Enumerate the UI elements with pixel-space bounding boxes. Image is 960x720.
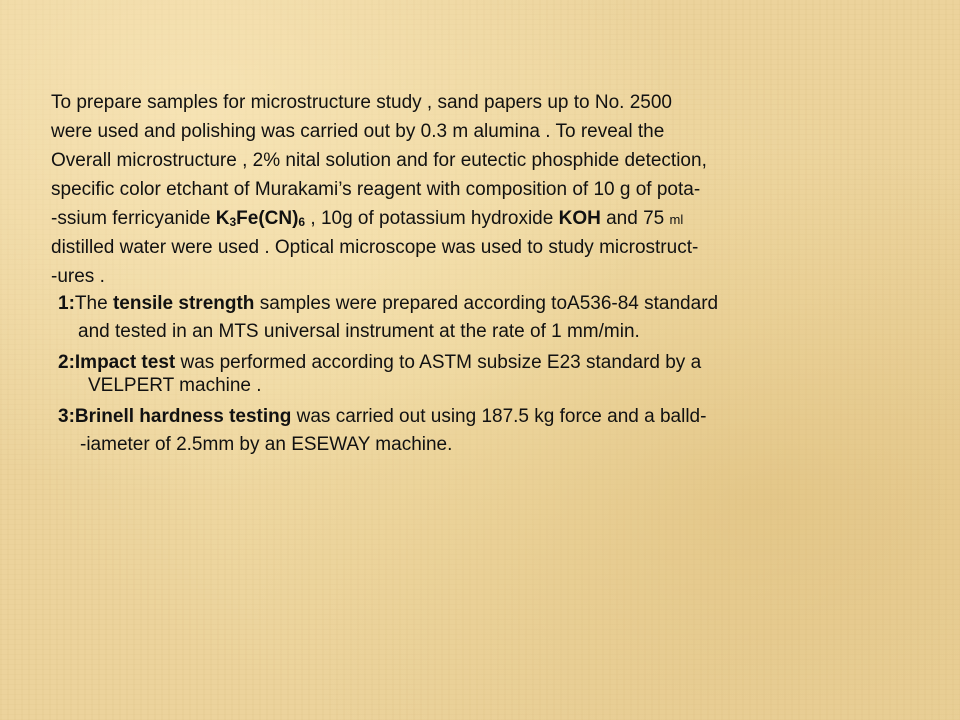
unit-ml: ml — [669, 212, 684, 227]
item-text: was carried out using 187.5 kg force and a balld- — [291, 406, 707, 427]
item-text: samples were prepared according toA536-84 standard — [254, 293, 719, 314]
item-number: 1: — [58, 293, 75, 314]
chemical-formula — [216, 208, 305, 229]
intro-line-5-pre: -ssium ferricyanide — [51, 208, 216, 229]
test-item-hardness — [58, 403, 706, 459]
item-continuation: and tested in an MTS universal instrument at the rate of 1 mm/min. — [78, 321, 640, 342]
intro-line-5 — [51, 204, 891, 233]
koh-formula: KOH — [558, 208, 601, 229]
formula-k: K — [215, 208, 230, 229]
item-continuation: -iameter of 2.5mm by an ESEWAY machine. — [80, 434, 453, 455]
item-lead: The — [74, 293, 113, 314]
formula-fecn: Fe(CN) — [236, 208, 299, 229]
item-title: Brinell hardness testing — [74, 406, 292, 427]
item-title: tensile strength — [112, 293, 255, 314]
intro-line-4: specific color etchant of Murakami’s reagent with composition of 10 g of pota- — [51, 179, 701, 200]
item-number: 3: — [58, 406, 75, 427]
item-text: was performed according to ASTM subsize E23 standard by a — [175, 352, 702, 373]
intro-line-7: -ures . — [51, 266, 105, 287]
intro-line-2: were used and polishing was carried out by 0.3 m alumina . To reveal the — [51, 121, 665, 142]
formula-k-subscript: 3 — [229, 215, 237, 229]
intro-paragraph — [51, 88, 891, 291]
intro-line-5-post2: and 75 — [600, 208, 670, 229]
intro-line-6: distilled water were used . Optical microscope was used to study microstruct- — [51, 237, 699, 258]
test-item-tensile — [58, 290, 718, 346]
formula-subscript: 6 — [298, 215, 306, 229]
item-title: Impact test — [74, 352, 176, 373]
item-continuation: VELPERT machine . — [88, 375, 262, 396]
test-item-impact — [58, 349, 701, 397]
intro-line-3: Overall microstructure , 2% nital solution and for eutectic phosphide detection, — [51, 150, 707, 171]
intro-line-1: To prepare samples for microstructure study , sand papers up to No. 2500 — [51, 92, 672, 113]
item-number: 2: — [58, 352, 75, 373]
intro-line-5-post: , 10g of potassium hydroxide — [305, 208, 559, 229]
